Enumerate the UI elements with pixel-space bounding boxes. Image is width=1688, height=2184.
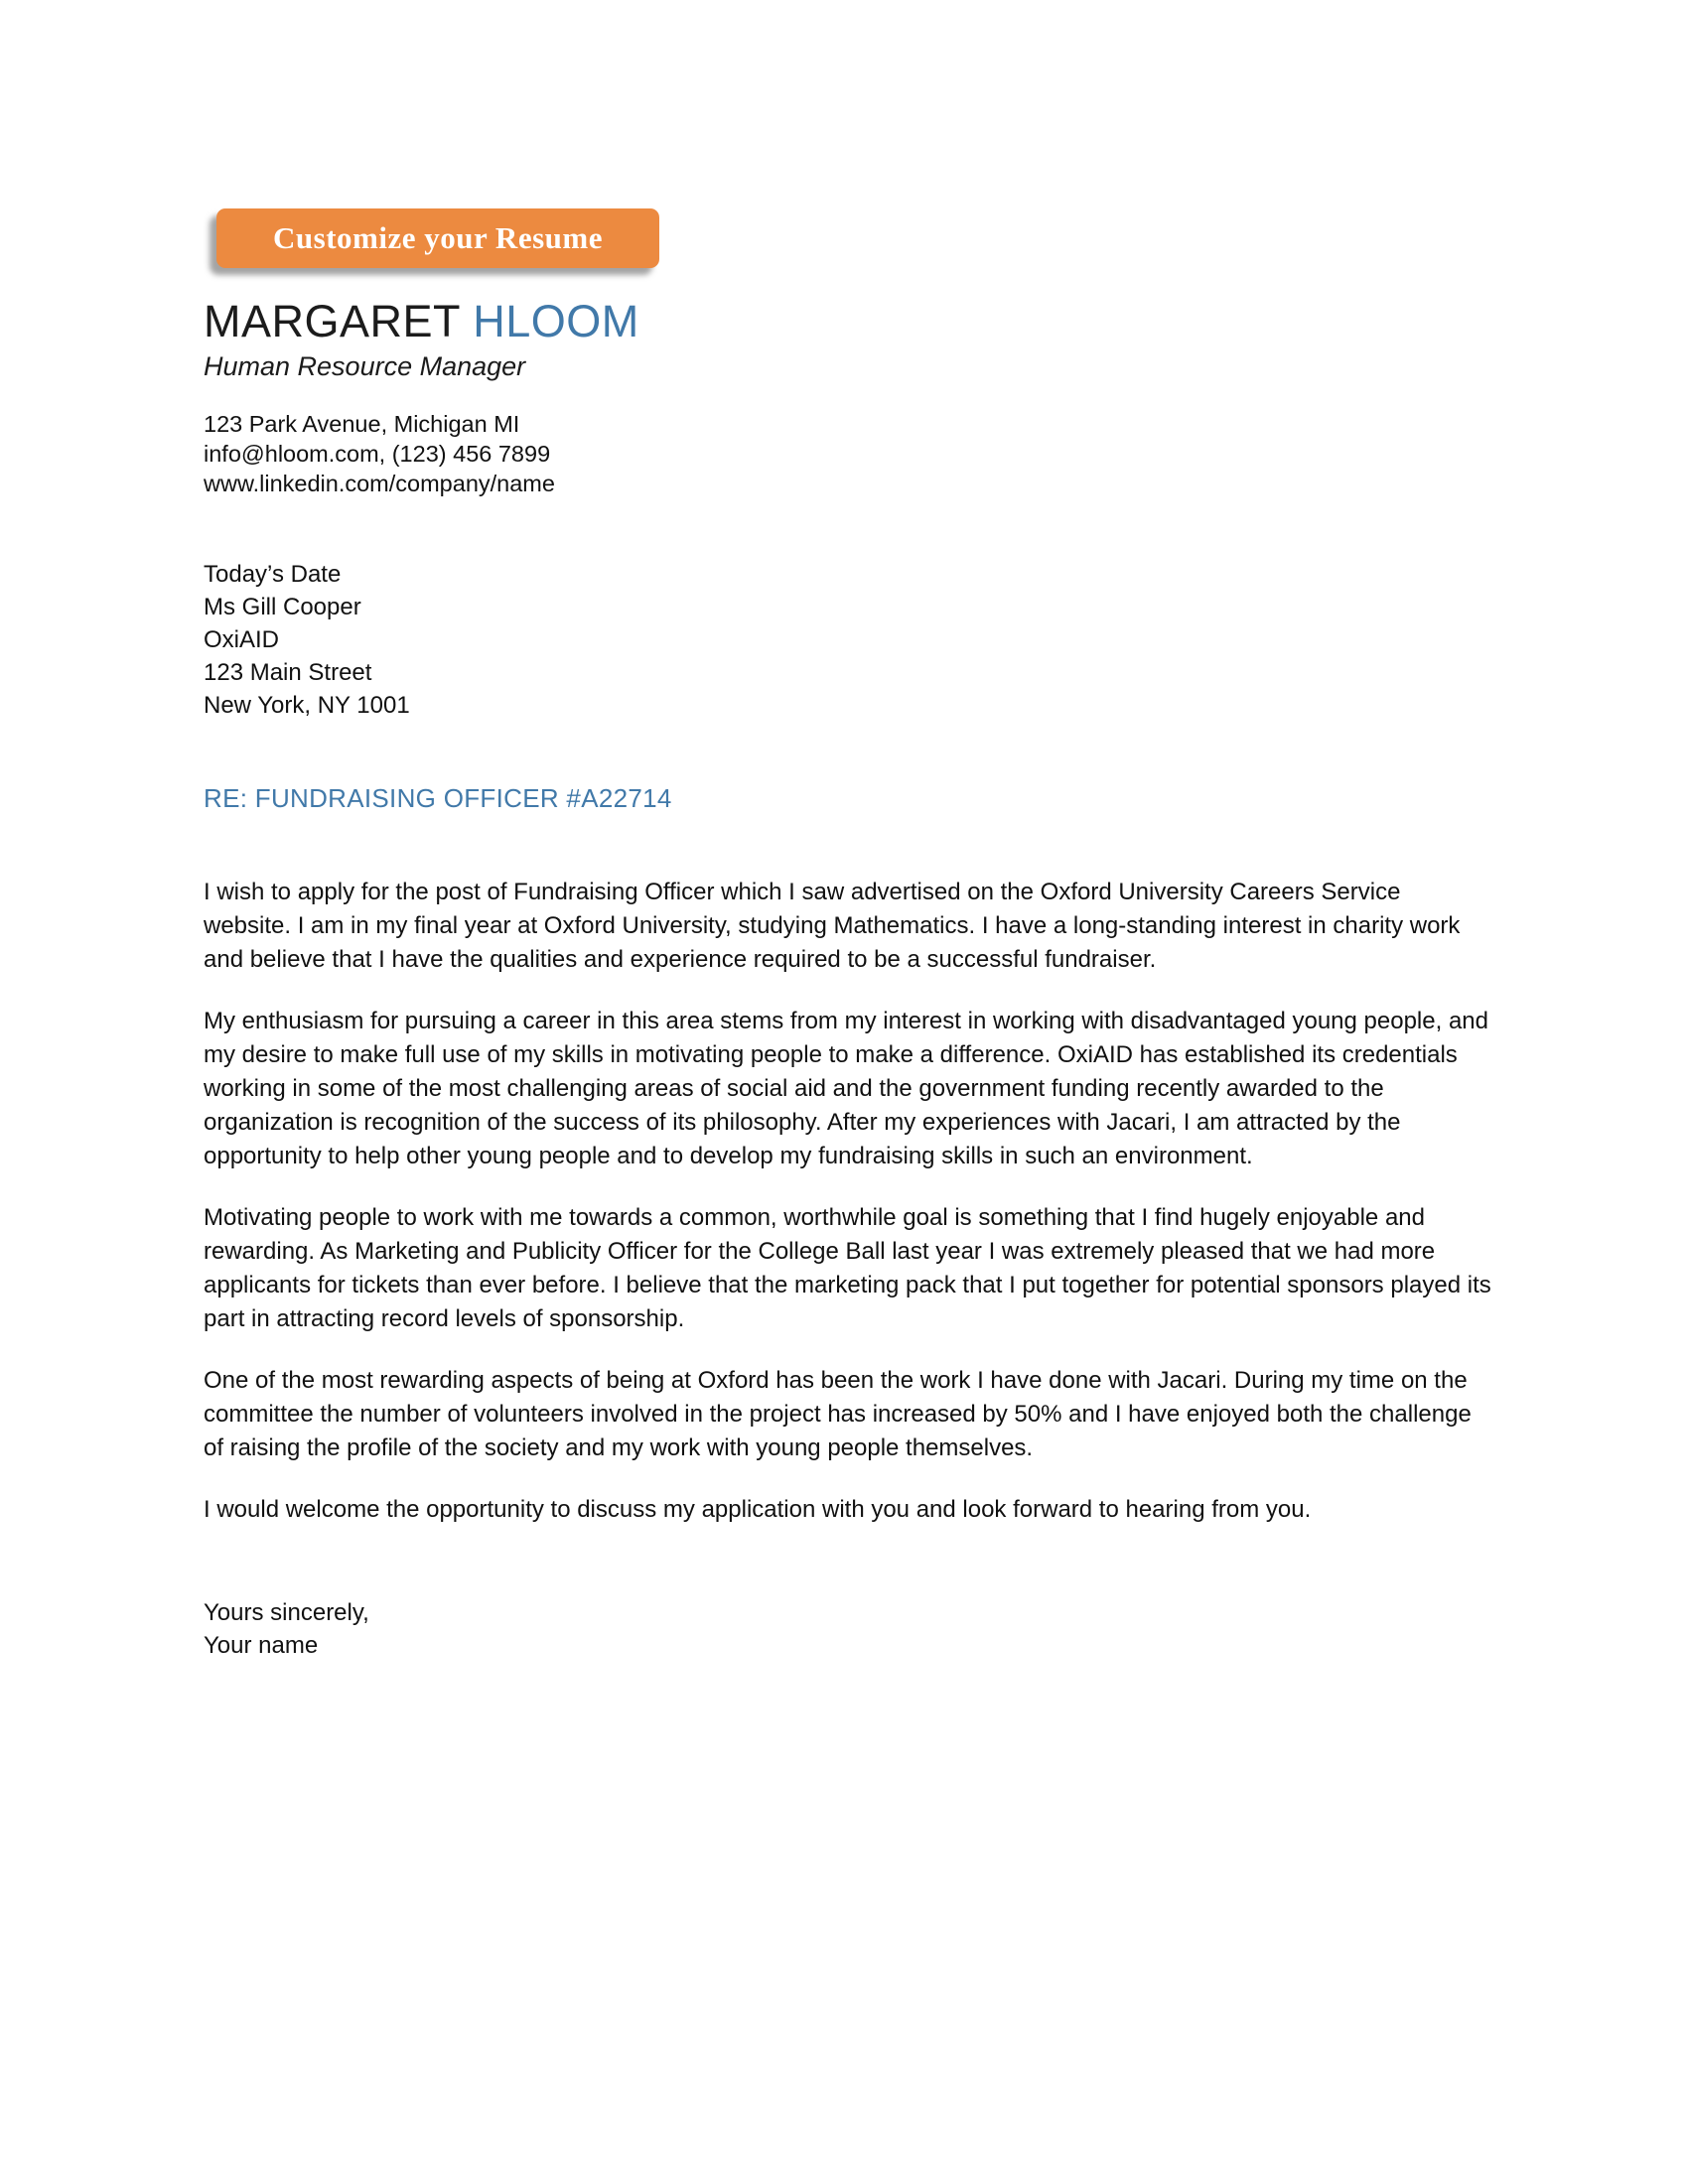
recipient-block (204, 558, 1494, 722)
customize-resume-button[interactable]: Customize your Resume (216, 208, 659, 268)
recipient-name: Ms Gill Cooper (204, 594, 361, 621)
letter-date: Today’s Date (204, 561, 342, 589)
contact-block (204, 409, 1494, 498)
person-name (204, 298, 1494, 344)
letter-body (204, 876, 1494, 1527)
body-paragraph: My enthusiasm for pursuing a career in this area stems from my interest in working with disadvantaged young people, and my desire to make full use of my skills in motivating people to make a difference. OxiAID has established its credentials working in some of the most challenging areas of social aid and the government funding recently awarded to the organization is recognition of the success of its philosophy. After my experiences with Jacari, I am attracted by the opportunity to help other young people and to develop my fundraising skills in such an environment. (204, 1008, 1488, 1170)
body-paragraph: One of the most rewarding aspects of being at Oxford has been the work I have done with Jacari. During my time on the committee the number of volunteers involved in the project has increased by 50% and I have enjoyed both the challenge of raising the profile of the society and my work with young people themselves. (204, 1367, 1472, 1462)
recipient-street: 123 Main Street (204, 659, 372, 687)
person-last-name: HLOOM (473, 296, 639, 346)
body-paragraph: I wish to apply for the post of Fundraising Officer which I saw advertised on the Oxford University Careers Service website. I am in my final year at Oxford University, studying Mathematics. I have a long-standing interest in charity work and believe that I have the qualities and experience required to be a successful fundraiser. (204, 879, 1461, 974)
person-first-name: MARGARET (204, 296, 461, 346)
contact-email-phone: info@hloom.com, (123) 456 7899 (204, 441, 551, 468)
recipient-city: New York, NY 1001 (204, 692, 410, 720)
contact-website: www.linkedin.com/company/name (204, 471, 555, 497)
body-paragraph: Motivating people to work with me towards a common, worthwhile goal is something that I find hugely enjoyable and rewarding. As Marketing and Publicity Officer for the College Ball last year I was extremely pleased that we had more applicants for tickets than ever before. I believe that the marketing pack that I put together for potential sponsors played its part in attracting record levels of sponsorship. (204, 1204, 1491, 1333)
closing-signature: Your name (204, 1632, 319, 1660)
subject-line: RE: FUNDRAISING OFFICER #A22714 (204, 783, 672, 814)
job-title: Human Resource Manager (204, 351, 526, 382)
contact-address: 123 Park Avenue, Michigan MI (204, 411, 520, 438)
recipient-company: OxiAID (204, 626, 280, 654)
body-paragraph: I would welcome the opportunity to discuss my application with you and look forward to hearing from you. (204, 1496, 1312, 1524)
closing-block (204, 1596, 1494, 1662)
closing-salutation: Yours sincerely, (204, 1599, 369, 1627)
